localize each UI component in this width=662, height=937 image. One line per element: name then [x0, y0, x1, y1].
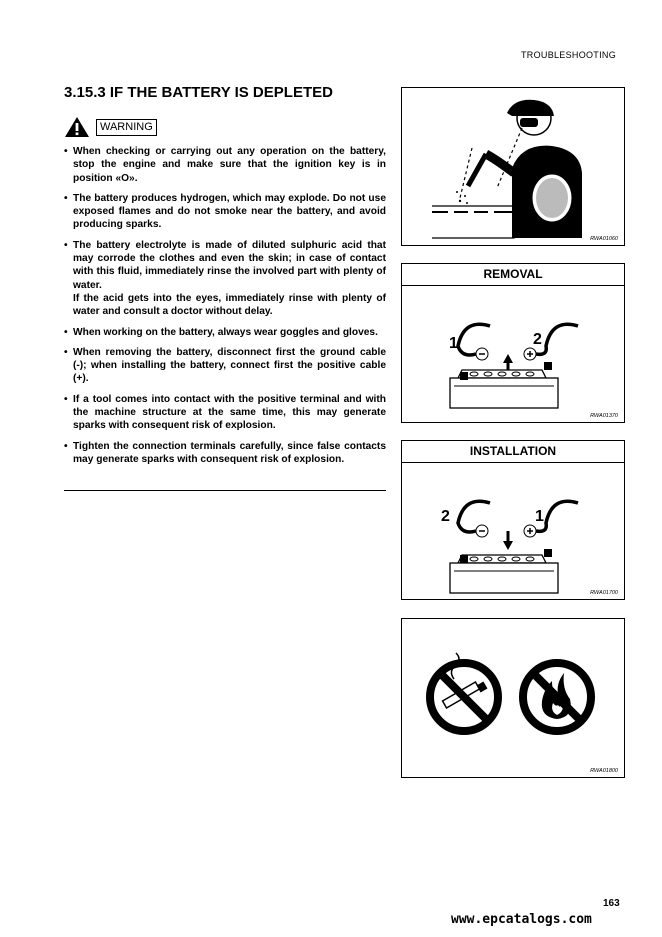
list-item — [64, 440, 386, 467]
warning-label: WARNING — [96, 119, 157, 136]
step-number-right: 1 — [535, 508, 544, 525]
figure-removal — [401, 263, 625, 423]
section-divider — [64, 490, 386, 491]
figure-goggles — [401, 87, 625, 246]
page-number: 163 — [603, 898, 620, 909]
list-item-text: • When removing the battery, disconnect first the ground cable (-); when installing the battery, connect first the positive cable (+). — [73, 346, 386, 385]
list-item-text: • The battery produces hydrogen, which may explode. Do not use exposed flames and do not smoke near the battery, and avoid producing sparks. — [73, 192, 386, 231]
warning-list — [64, 145, 386, 473]
list-item-text: • When working on the battery, always wear goggles and gloves. — [73, 326, 378, 338]
list-item — [64, 326, 386, 339]
warning-heading — [64, 115, 157, 139]
list-item — [64, 393, 386, 433]
no-smoking-icon — [430, 653, 498, 731]
figure-caption: REMOVAL — [402, 264, 624, 286]
figure-code: RWA01700 — [590, 590, 618, 596]
battery-installation-illustration — [402, 463, 624, 599]
figure-code: RWA01800 — [590, 768, 618, 774]
figure-code: RWA01370 — [590, 413, 618, 419]
list-item — [64, 192, 386, 232]
warning-triangle-icon — [64, 116, 90, 138]
list-item — [64, 346, 386, 386]
battery-removal-illustration — [402, 286, 624, 422]
list-item-text: • When checking or carrying out any operation on the battery, stop the engine and make sure that the ignition key is in position «O». — [73, 146, 386, 184]
list-item-text: • If a tool comes into contact with the positive terminal and with the machine structure at the same time, this may generate sparks with consequent risk of explosion. — [73, 393, 386, 432]
prohibition-signs-illustration — [402, 619, 624, 777]
list-item — [64, 145, 386, 185]
list-item — [64, 239, 386, 319]
step-number-left: 1 — [449, 335, 458, 352]
section-title: 3.15.3 IF THE BATTERY IS DEPLETED — [64, 84, 333, 101]
figure-prohibition-signs — [401, 618, 625, 778]
figure-code: RWA01060 — [590, 236, 618, 242]
worker-battery-illustration — [402, 88, 624, 245]
list-item-text: • Tighten the connection terminals carefully, since false contacts may generate sparks with consequent risk of explosion. — [73, 440, 386, 465]
step-number-left: 2 — [441, 508, 450, 525]
figure-caption: INSTALLATION — [402, 441, 624, 463]
list-item-text-continued: If the acid gets into the eyes, immediately rinse with plenty of water and consult a doctor without delay. — [73, 292, 386, 318]
watermark-link[interactable]: www.epcatalogs.com — [451, 912, 592, 927]
list-item-text: • The battery electrolyte is made of diluted sulphuric acid that may corrode the clothes and even the skin; in case of contact with this fluid, immediately rinse the involved part with plenty of water. — [73, 239, 386, 291]
no-flames-icon — [523, 663, 591, 731]
header-section-label: TROUBLESHOOTING — [521, 50, 617, 60]
figure-installation — [401, 440, 625, 600]
step-number-right: 2 — [533, 331, 542, 348]
